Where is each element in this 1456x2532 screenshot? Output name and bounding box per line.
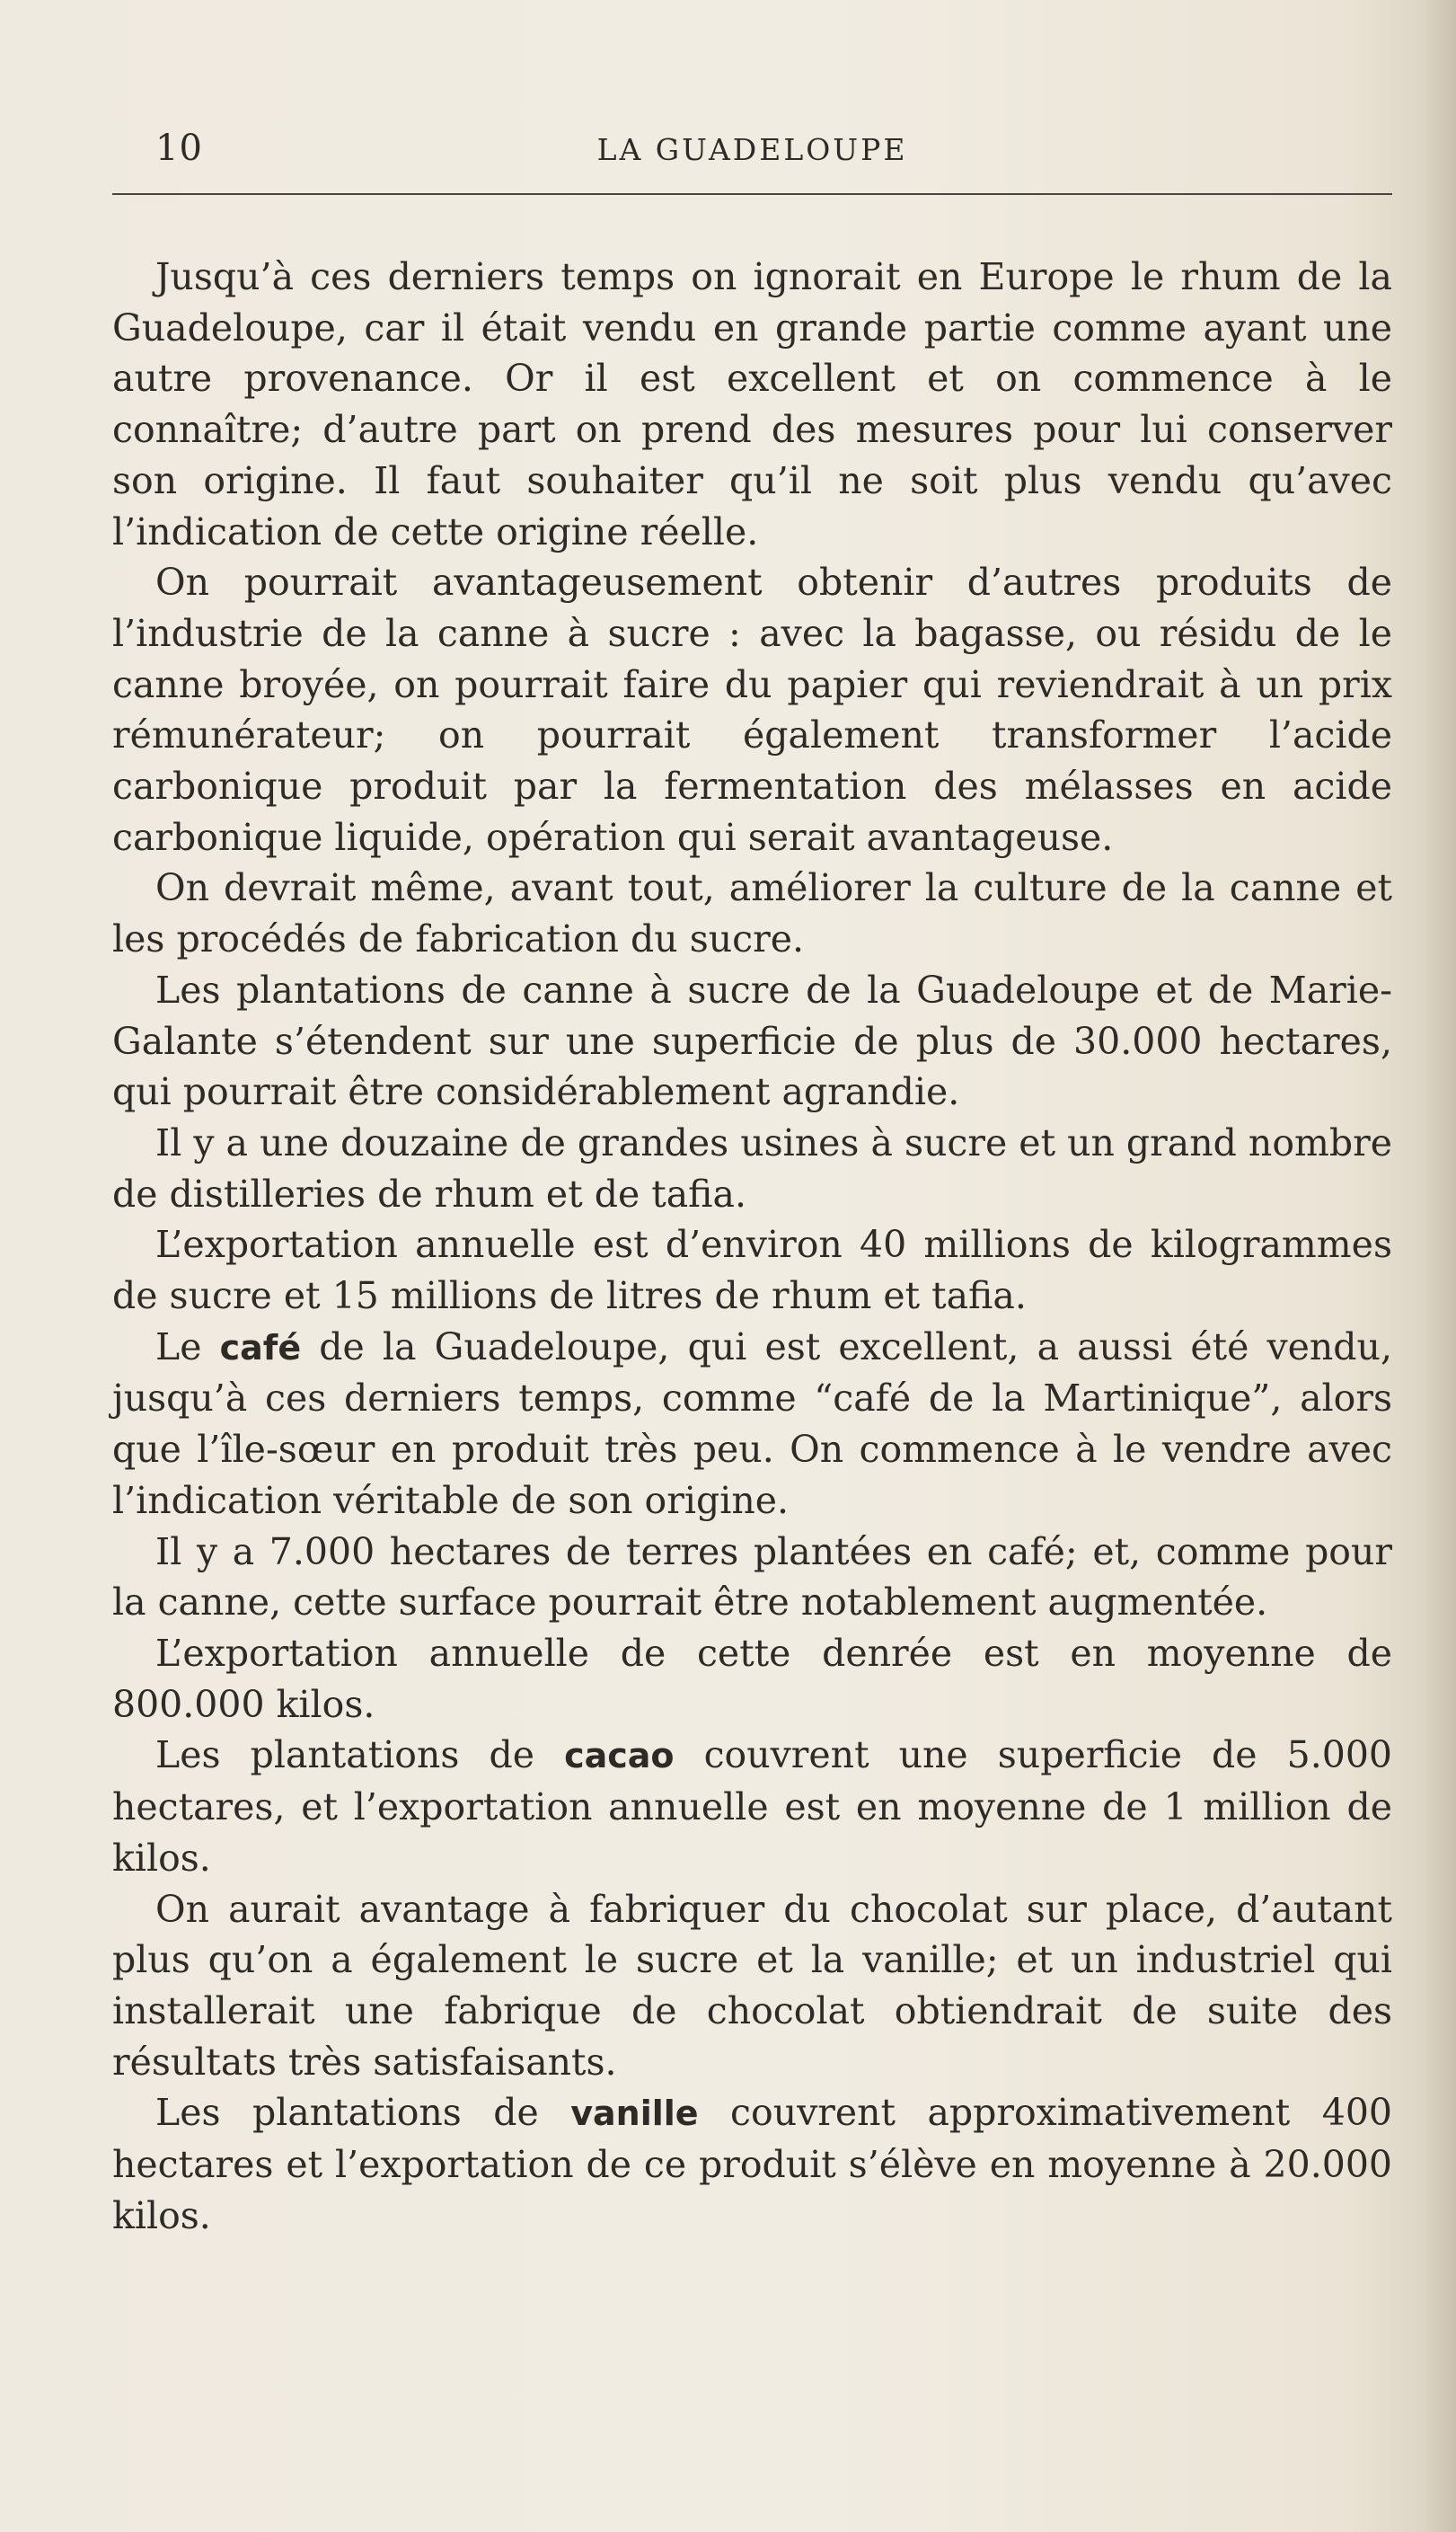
- paragraph: [112, 1730, 1392, 1883]
- page-number: 10: [155, 128, 203, 169]
- paragraph: Il y a 7.000 hectares de terres plantées en café; et, comme pour la canne, cette surface pourrait être notablement augmentée.: [112, 1529, 1392, 1625]
- paragraph: [112, 2087, 1392, 2241]
- paragraph: [112, 1322, 1392, 1527]
- bold-term-cafe: café: [219, 1327, 302, 1368]
- paragraph-text: Les plantations de: [155, 2091, 571, 2135]
- paragraph-text: de la Guadeloupe, qui est excellent, a aussi été vendu, jusqu’à ces derniers temps, comme “café de la Martinique”, alors que l’île-sœur en produit très peu. On commence à le vendre avec l’indication véritable de son origine.: [112, 1324, 1392, 1522]
- page-header: [112, 126, 1392, 171]
- paragraph: Les plantations de canne à sucre de la Guadeloupe et de Marie-Galante s’étendent sur une superficie de plus de 30.000 hectares, qui pourrait être considérablement agrandie.: [112, 968, 1392, 1114]
- paragraph-text: Les plantations de: [155, 1733, 565, 1777]
- paragraph: L’exportation annuelle est d’environ 40 millions de kilogrammes de sucre et 15 millions de litres de rhum et tafia.: [112, 1223, 1392, 1318]
- paragraph-text: Le: [155, 1324, 220, 1368]
- paragraph: On devrait même, avant tout, améliorer la culture de la canne et les procédés de fabrication du sucre.: [112, 866, 1392, 961]
- header-rule: [112, 193, 1392, 195]
- paragraph: L’exportation annuelle de cette denrée est en moyenne de 800.000 kilos.: [112, 1631, 1392, 1726]
- paragraph: On aurait avantage à fabriquer du chocolat sur place, d’autant plus qu’on a également le sucre et la vanille; et un industriel qui installerait une fabrique de chocolat obtiendrait de suite des résultats très satisfaisants.: [112, 1887, 1392, 2084]
- paragraph: Il y a une douzaine de grandes usines à sucre et un grand nombre de distilleries de rhum et de tafia.: [112, 1120, 1392, 1216]
- paragraph-text: couvrent approximativement 400 hectares et l’exportation de ce produit s’élève en moyenne à 20.000 kilos.: [112, 2091, 1392, 2237]
- bold-term-vanille: vanille: [570, 2094, 699, 2134]
- paragraph-text: couvrent une superficie de 5.000 hectares, et l’exportation annuelle est en moyenne de 1 million de kilos.: [112, 1733, 1392, 1880]
- page-edge-shadow: [1420, 0, 1456, 2532]
- bold-term-cacao: cacao: [564, 1736, 675, 1776]
- paragraph: On pourrait avantageusement obtenir d’autres produits de l’industrie de la canne à sucre : avec la bagasse, ou résidu de le canne broyée, on pourrait faire du papier qui reviendrait à un prix rémunérateur; on pourrait également transformer l’acide carbonique produit par la fermentation des mélasses en acide carbonique liquide, opération qui serait avantageuse.: [112, 561, 1392, 859]
- running-title: LA GUADELOUPE: [596, 132, 908, 167]
- body-text: [112, 252, 1392, 2241]
- paragraph: Jusqu’à ces derniers temps on ignorait en Europe le rhum de la Guadeloupe, car il était vendu en grande partie comme ayant une autre provenance. Or il est excellent et on commence à le connaître; d’autre part on prend des mesures pour lui conserver son origine. Il faut souhaiter qu’il ne soit plus vendu qu’avec l’indication de cette origine réelle.: [112, 255, 1392, 553]
